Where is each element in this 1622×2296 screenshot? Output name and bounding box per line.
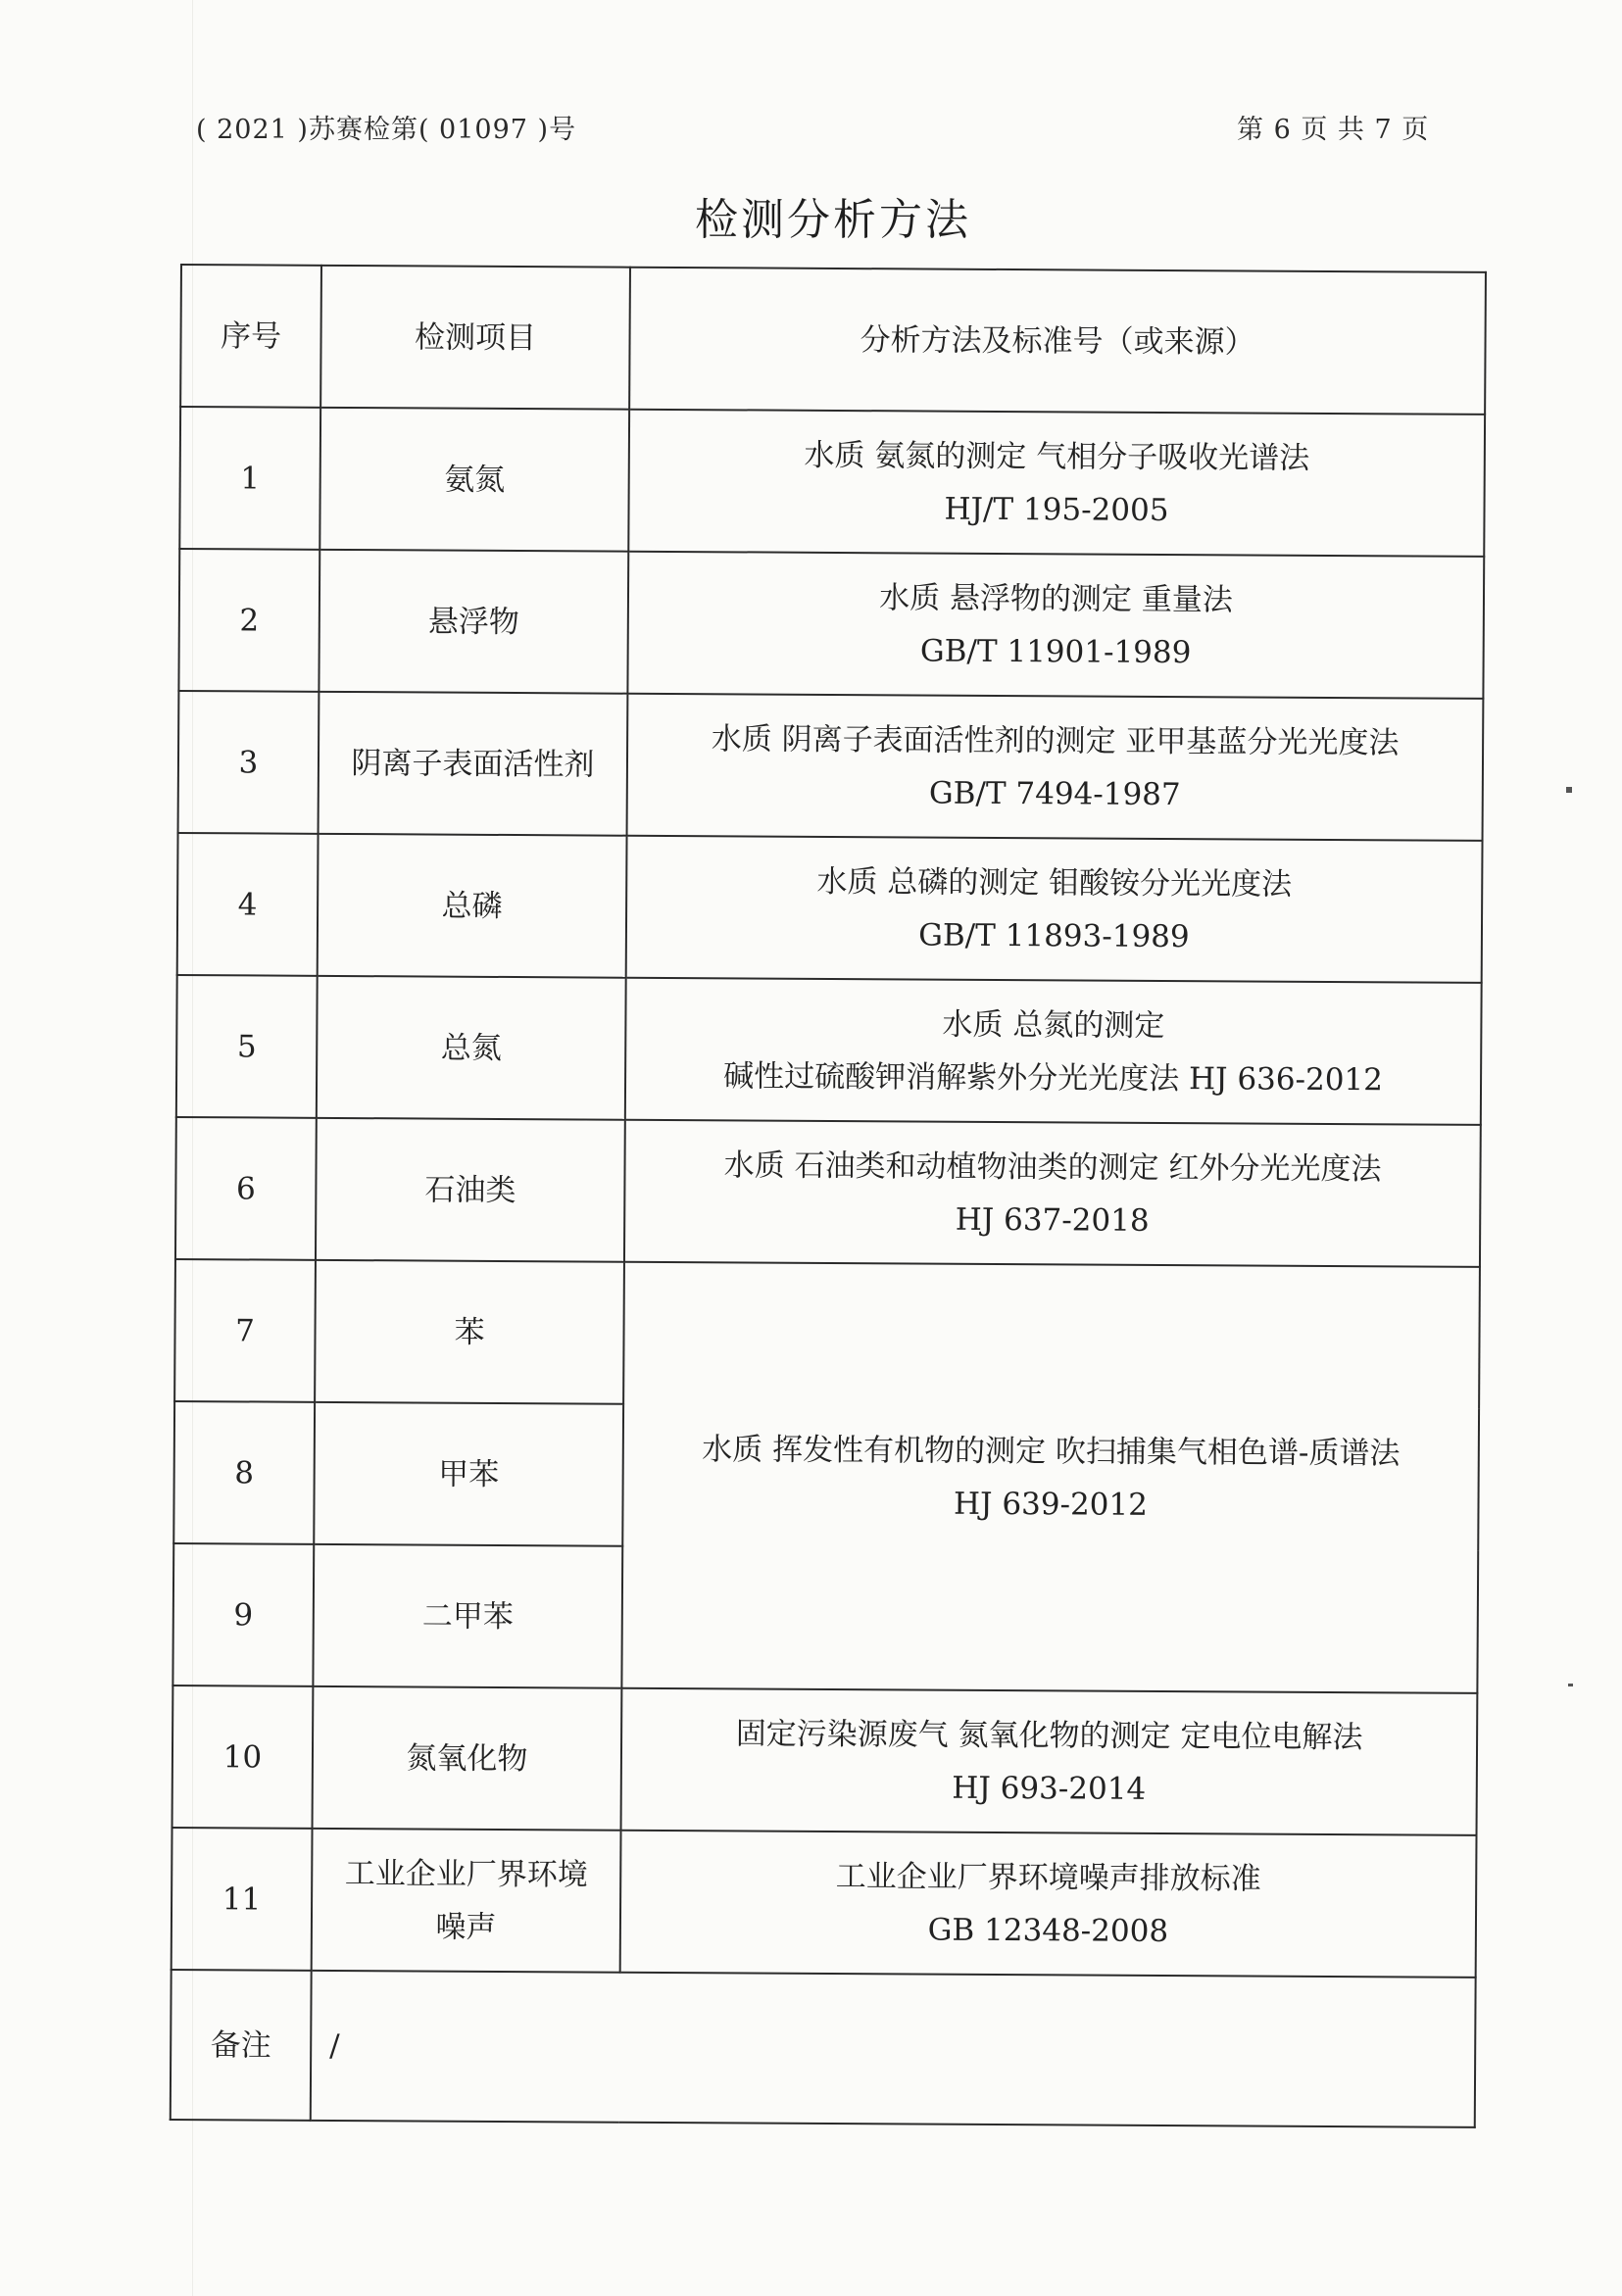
row-no: 11: [172, 1828, 313, 1971]
row-method-cell: [621, 1688, 1478, 1835]
report-number: ( 2021 )苏赛检第( 01097 )号: [196, 115, 577, 145]
row-no: 10: [172, 1685, 314, 1829]
row-item: 总氮: [317, 976, 626, 1120]
row-standard: HJ 693-2014: [952, 1770, 1147, 1807]
row-standard: GB/T 11901-1989: [919, 632, 1192, 670]
table-row: [175, 1117, 1481, 1267]
row-standard: HJ 637-2018: [955, 1201, 1150, 1239]
row-method-cell: [626, 836, 1483, 983]
table-row: [176, 975, 1482, 1125]
row-no: 6: [175, 1117, 317, 1260]
row-no: 4: [177, 833, 319, 976]
row-no: 5: [176, 975, 318, 1118]
row-method: 水质 氨氮的测定 气相分子吸收光谱法: [804, 437, 1310, 476]
row-no: 8: [173, 1401, 315, 1544]
row-method-cell: [627, 552, 1484, 699]
row-item: 石油类: [316, 1118, 625, 1262]
table-row: [178, 549, 1484, 699]
row-method-cell: [628, 410, 1485, 557]
row-no: 3: [178, 691, 319, 834]
row-method: 水质 总氮的测定: [942, 1006, 1165, 1044]
row-item: 阴离子表面活性剂: [319, 692, 628, 836]
row-item: 甲苯: [314, 1402, 623, 1546]
scan-speck: [1568, 1684, 1573, 1686]
row-item: 工业企业厂界环境: [344, 1855, 588, 1892]
table-row: [174, 1259, 1480, 1409]
table-row: [178, 691, 1484, 841]
row-method-cell: [625, 978, 1482, 1125]
table-row: [179, 407, 1485, 557]
row-standard: GB 12348-2008: [927, 1912, 1169, 1949]
row-item: 总磷: [318, 834, 627, 978]
row-method: 水质 阴离子表面活性剂的测定 亚甲基蓝分光光度法: [711, 720, 1400, 760]
scan-speck: [1566, 787, 1572, 793]
note-row: [171, 1970, 1476, 2127]
page-title: 检测分析方法: [695, 195, 971, 245]
note-label: 备注: [171, 1970, 312, 2121]
row-no: 1: [179, 407, 320, 550]
row-method-cell: [624, 1120, 1481, 1267]
col-header-no: 序号: [180, 265, 321, 408]
table-row: [177, 833, 1483, 983]
row-method: 水质 石油类和动植物油类的测定 红外分光光度法: [723, 1147, 1382, 1187]
row-item: 氮氧化物: [313, 1686, 622, 1831]
col-header-method: 分析方法及标准号（或来源）: [629, 268, 1486, 415]
methods-table: [170, 264, 1487, 2128]
row-method-cell: [627, 694, 1484, 841]
table-row: [172, 1828, 1477, 1978]
row-standard: HJ/T 195-2005: [944, 491, 1169, 528]
row-item: 苯: [315, 1260, 624, 1404]
row-method-cell: [620, 1831, 1477, 1978]
table-header-row: [180, 265, 1486, 415]
row-item-cell: [312, 1829, 621, 1973]
row-method: 工业企业厂界环境噪声排放标准: [835, 1858, 1261, 1897]
row-standard: GB/T 7494-1987: [928, 775, 1181, 812]
row-standard: 碱性过硫酸钾消解紫外分光光度法 HJ 636-2012: [723, 1057, 1384, 1098]
row-standard: GB/T 11893-1989: [918, 916, 1190, 954]
col-header-item: 检测项目: [320, 266, 630, 410]
row-no: 2: [178, 549, 319, 692]
note-value: /: [311, 1971, 1476, 2127]
row-item: 二甲苯: [313, 1544, 622, 1688]
merged-method: 水质 挥发性有机物的测定 吹扫捕集气相色谱-质谱法: [702, 1431, 1401, 1471]
table-row: [172, 1685, 1478, 1835]
row-item: 氨氮: [319, 408, 629, 552]
row-item: 悬浮物: [319, 550, 628, 694]
page-info: 第 6 页 共 7 页: [1237, 115, 1430, 145]
row-no: 9: [172, 1543, 314, 1686]
row-no: 7: [174, 1259, 316, 1402]
row-item-cont: 噪声: [435, 1909, 497, 1945]
row-method: 水质 悬浮物的测定 重量法: [879, 579, 1233, 617]
row-method: 水质 总磷的测定 钼酸铵分光光度法: [816, 863, 1293, 903]
merged-standard: HJ 639-2012: [953, 1486, 1149, 1523]
row-method: 固定污染源废气 氮氧化物的测定 定电位电解法: [735, 1715, 1363, 1755]
merged-method-cell: [621, 1262, 1480, 1693]
